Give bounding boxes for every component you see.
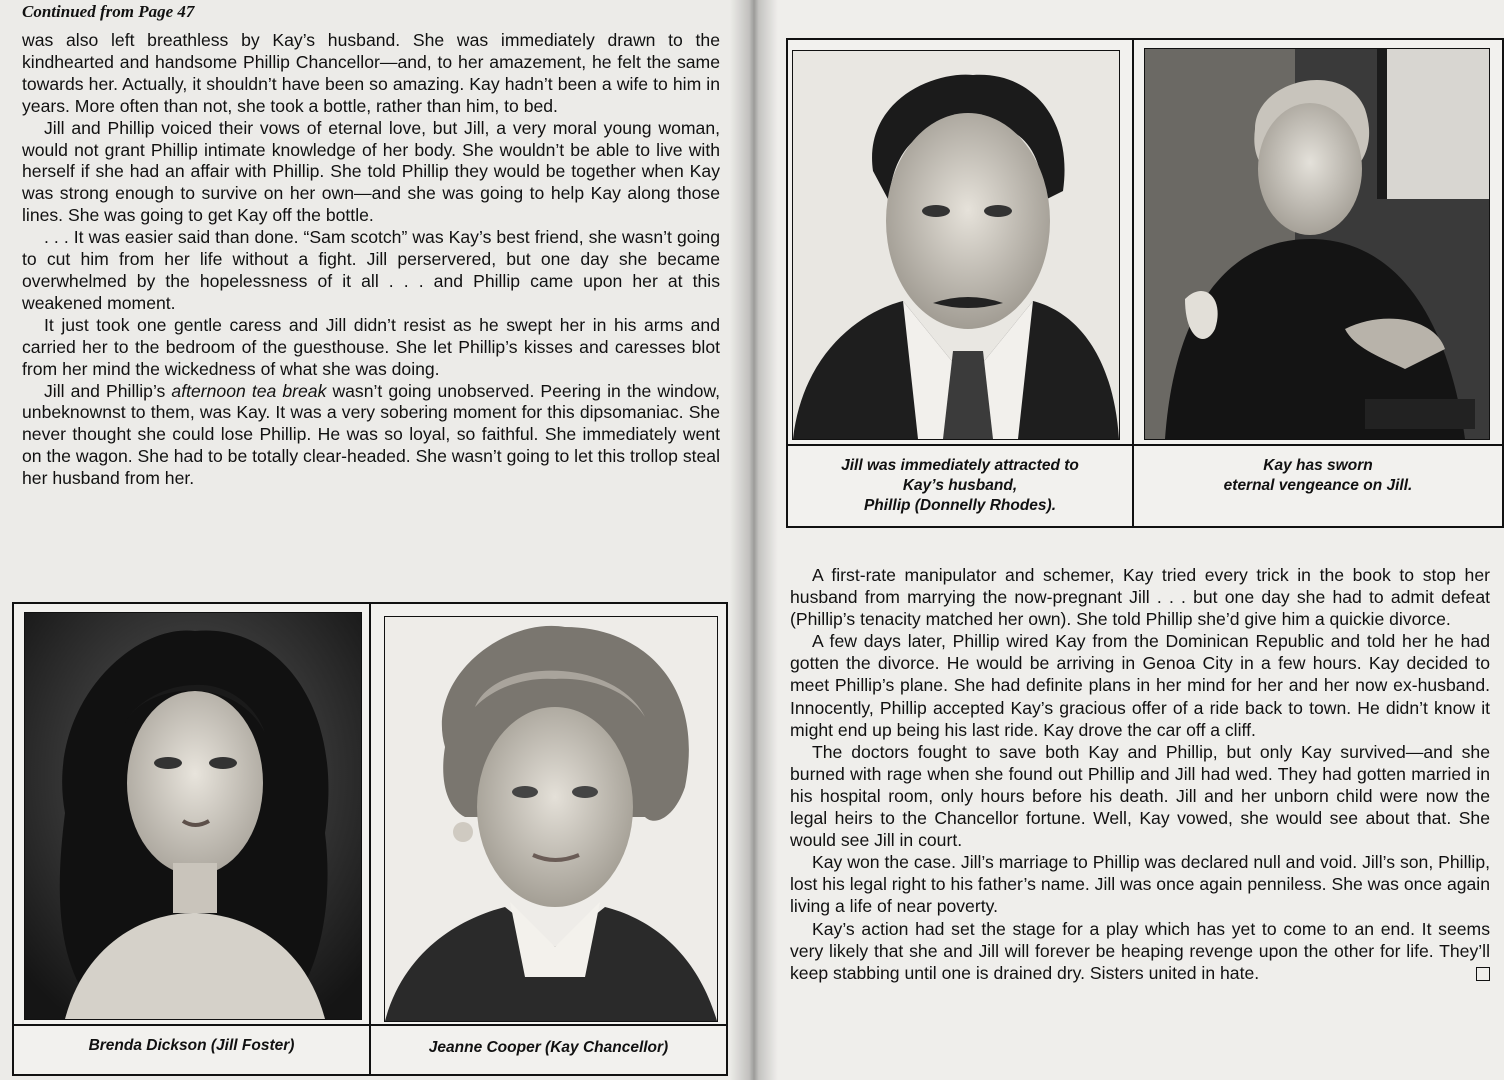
caption-jeanne: Jeanne Cooper (Kay Chancellor) <box>428 1039 669 1056</box>
left-paragraph-1: was also left breathless by Kay’s husband. She was immediately drawn to the kindhearted and handsome Phillip Chancellor—and, to her amazement, he felt the same towards her. Actually, it shouldn’t have been so amazing. Kay hadn’t been a wife to him in years. More often than not, she took a bottle, rather than him, to bed. <box>22 30 720 116</box>
continued-label: Continued from Page 47 <box>22 2 195 21</box>
caption-jill-attracted <box>788 456 1132 516</box>
right-page <box>752 0 1504 1080</box>
right-paragraph-2: A few days later, Phillip wired Kay from the Dominican Republic and told her he had gotten the divorce. He would be arriving in Genoa City in a few hours. Kay decided to meet Phillip’s plane. She had definite plans in her mind for her and her now ex-husband. Innocently, Phillip accepted Kay’s gracious offer of a ride back to town. He didn’t know it might end up being his last ride. Kay drove the car off a cliff. <box>790 631 1490 740</box>
caption-brenda: Brenda Dickson (Jill Foster) <box>88 1037 295 1054</box>
para5-italic: afternoon tea break <box>171 380 327 401</box>
left-paragraph-5 <box>22 381 720 491</box>
photo-kay-vengeance <box>1144 48 1490 440</box>
right-paragraph-4: Kay won the case. Jill’s marriage to Phillip was declared null and void. Jill’s son, Phillip, lost his legal right to his father’s name. Jill was once again penniless. She was once again living a life of near poverty. <box>790 852 1490 917</box>
photo-donnelly-rhodes <box>792 50 1120 440</box>
right-paragraph-3: The doctors fought to save both Kay and Phillip, but only Kay survived—and she burned with rage when she found out Phillip and Jill had wed. They had gotten married in his hospital room, only hours before his death. Jill and her unborn child were now the legal heirs to the Chancellor fortune. Well, Kay vowed, she would see about that. She would see Jill in court. <box>790 741 1490 851</box>
photo-frame-top <box>786 38 1504 528</box>
right-article-text <box>790 564 1490 984</box>
book-gutter <box>730 0 778 1080</box>
caption-kay-vengeance <box>1134 456 1502 496</box>
para5-before: Jill and Phillip’s <box>44 380 172 401</box>
caption-kay-line-1: Kay has sworn <box>1263 457 1373 474</box>
portrait-phillip-image <box>793 51 1119 439</box>
left-paragraph-2: Jill and Phillip voiced their vows of eternal love, but Jill, a very moral young woman, would not grant Phillip intimate knowledge of her body. She wouldn’t be able to live with herself if she had an affair with Phillip. She told Phillip they would be together when Kay was strong enough to survive on her own—and she was going to help Kay along those lines. She was going to get Kay off the bottle. <box>22 117 720 226</box>
frame-divider-top <box>1132 40 1134 526</box>
photo-jeanne-cooper <box>384 616 718 1022</box>
right-paragraph-5-text: Kay’s action had set the stage for a play which has yet to come to an end. It seems very likely that she and Jill will forever be heaping revenge upon the other for life. They’ll keep stabbing until one is drained dry. Sisters united in hate. <box>790 918 1490 983</box>
caption-divider-top <box>788 444 1502 446</box>
left-paragraph-3: . . . It was easier said than done. “Sam scotch” was Kay’s best friend, she wasn’t going to cut him from her life without a fight. Jill perservered, but one day she became overwhelmed by the hopelessness of it all . . . and Phillip came upon her at this weakened moment. <box>22 227 720 313</box>
caption-jill-line-3: Phillip (Donnelly Rhodes). <box>863 497 1057 514</box>
caption-divider <box>14 1024 726 1026</box>
photo-frame-cast <box>12 602 728 1076</box>
left-article-text <box>22 30 720 490</box>
portrait-brenda-image <box>25 613 361 1019</box>
end-of-article-mark <box>1476 967 1490 981</box>
left-paragraph-4: It just took one gentle caress and Jill didn’t resist as he swept her in his arms and carried her to the bedroom of the guesthouse. She let Phillip’s kisses and caresses blot from her mind the wickedness of what she was doing. <box>22 314 720 379</box>
caption-jill-line-2: Kay’s husband, <box>902 477 1018 494</box>
caption-kay-line-2: eternal vengeance on Jill. <box>1223 477 1413 494</box>
portrait-jeanne-image <box>385 617 717 1021</box>
right-paragraph-1: A first-rate manipulator and schemer, Kay tried every trick in the book to stop her husband from marrying the now-pregnant Jill . . . but one day she had to admit defeat (Phillip’s tenacity matched her own). She told Phillip she’d give him a quickie divorce. <box>790 565 1490 630</box>
caption-jill-line-1: Jill was immediately attracted to <box>841 457 1079 474</box>
frame-divider <box>369 604 371 1074</box>
right-paragraph-5 <box>790 918 1490 984</box>
photo-brenda-dickson <box>24 612 362 1020</box>
para5-after: wasn’t going unobserved. Peering in the window, unbeknownst to them, was Kay. It was a very sobering moment for this dipsomaniac. She never thought she could lose Phillip. He was so loyal, so faithful. She immediately went on the wagon. She had to be totally clear-headed. She wasn’t going to let this trollop steal her husband from her. <box>22 380 720 489</box>
portrait-kay-image <box>1145 49 1489 439</box>
